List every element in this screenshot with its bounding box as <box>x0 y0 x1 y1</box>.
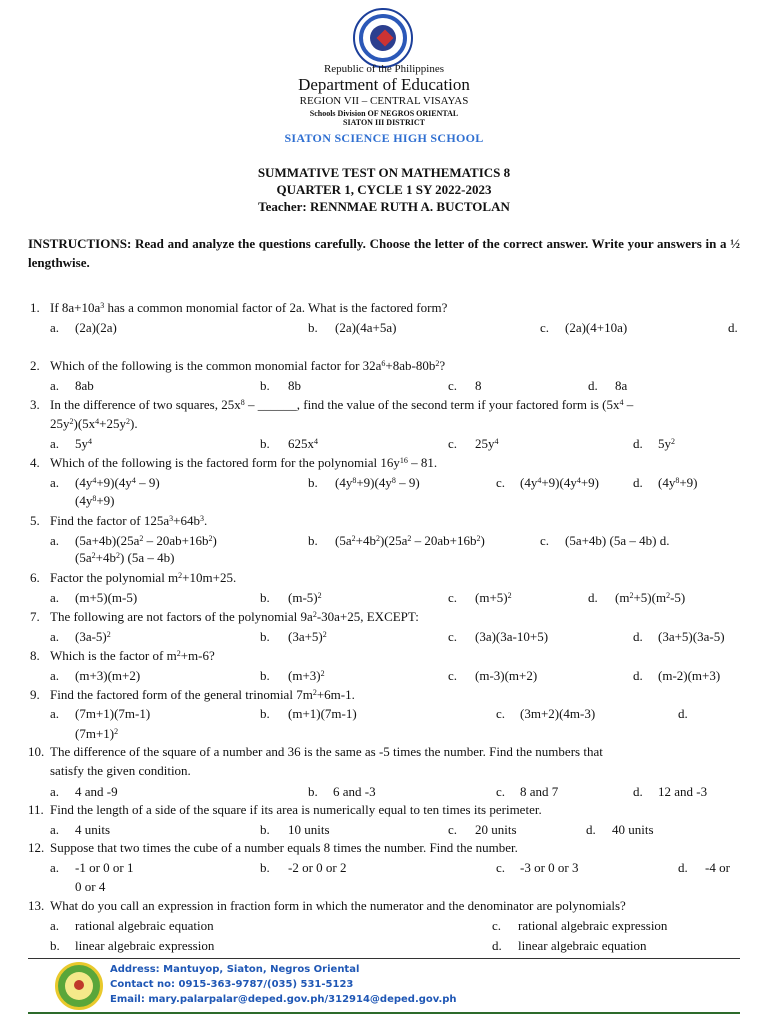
question-number: 1. <box>30 300 40 315</box>
choice-text: $(3a+5)^2$ <box>288 629 327 644</box>
question-number: 4. <box>30 455 40 470</box>
choice-text: 8 <box>475 378 482 393</box>
choice-text: $(5a^2+4b^2)(25a^2 - 20ab+16b^2)$ <box>335 533 485 548</box>
choice-text: $625x^4$ <box>288 436 318 451</box>
question-text-continued: $25y^2)(5x^4+25y^2)$. <box>50 416 138 431</box>
choice-text-wrapped: $(5a^2+4b^2)$ (5a – 4b) <box>75 550 175 565</box>
choice-text: rational algebraic expression <box>518 918 668 933</box>
question-number: 11. <box>28 802 44 817</box>
question-text: In the difference of two squares, $25x^8$ – ______, find the value of the second term if your factored form is ($5x^4$ – <box>50 397 634 412</box>
choice-text: -2 or 0 or 2 <box>288 860 347 875</box>
question-text: Find the length of a side of the square if its area is numerically equal to ten times its perimeter. <box>50 802 542 817</box>
test-quarter: QUARTER 1, CYCLE 1 SY 2022-2023 <box>276 182 492 197</box>
choice-text: $(m+5)^2$ <box>475 590 512 605</box>
choice-letter: a. <box>50 533 60 548</box>
choice-text: $(4y^4+9)(4y^4+9)$ <box>520 475 600 490</box>
choice-text: $(5a+4b)(25a^2 - 20ab+16b^2)$ <box>75 533 217 548</box>
header-division: Schools Division OF NEGROS ORIENTAL <box>309 109 459 118</box>
choice-text: $(4y^8+9)$ <box>658 475 698 490</box>
choice-text: $(m-5)^2$ <box>288 590 322 605</box>
footer-email: Email: mary.palarpalar@deped.gov.ph/312914@deped.gov.ph <box>110 994 457 1005</box>
choice-text: 12 and -3 <box>658 784 708 799</box>
choice-letter: d. <box>678 706 688 721</box>
test-teacher: Teacher: RENNMAE RUTH A. BUCTOLAN <box>258 199 510 214</box>
choice-letter: a. <box>50 822 60 837</box>
choice-letter: b. <box>260 436 270 451</box>
choice-letter: c. <box>496 860 506 875</box>
choice-letter: b. <box>308 320 318 335</box>
question-text: The difference of the square of a number and 36 is the same as -5 times the number. Find the numbers that <box>50 744 603 759</box>
choice-letter: c. <box>540 533 550 548</box>
choice-letter: b. <box>260 822 270 837</box>
choice-text: -1 or 0 or 1 <box>75 860 134 875</box>
choice-letter: c. <box>496 784 506 799</box>
choice-text: 20 units <box>475 822 517 837</box>
choice-text: (2a)(4+10a) <box>565 320 628 335</box>
choice-letter: c. <box>448 629 458 644</box>
choice-text: (2a)(2a) <box>75 320 117 335</box>
choice-letter: d. <box>633 436 643 451</box>
choice-text: $(4y^8+9)(4y^8 - 9)$ <box>335 475 420 490</box>
choice-letter: c. <box>540 320 550 335</box>
choice-letter: b. <box>260 378 270 393</box>
choice-text: 8ab <box>75 378 94 393</box>
choice-letter: c. <box>448 822 458 837</box>
test-title: SUMMATIVE TEST ON MATHEMATICS 8 <box>257 165 511 180</box>
question-text: The following are not factors of the polynomial $9a^2-30a+25$, EXCEPT: <box>50 609 419 624</box>
choice-letter: a. <box>50 320 60 335</box>
choice-letter: b. <box>308 784 318 799</box>
choice-text: 4 and -9 <box>75 784 118 799</box>
choice-letter: a. <box>50 629 60 644</box>
choice-text: linear algebraic expression <box>75 938 215 953</box>
footer-divider <box>28 958 740 959</box>
question-text: If $8a+10a^3$ has a common monomial factor of 2a. What is the factored form? <box>50 300 448 315</box>
choice-letter: d. <box>586 822 596 837</box>
header-department: Department of Education <box>298 75 470 94</box>
choice-text: 6 and -3 <box>333 784 376 799</box>
choice-text: (3a)(3a-10+5) <box>475 629 549 644</box>
choice-letter: a. <box>50 475 60 490</box>
choice-text-wrapped: $(4y^8+9)$ <box>75 493 115 508</box>
choice-text: 8a <box>615 378 628 393</box>
choice-letter: d. <box>588 590 598 605</box>
choice-text: (7m+1)(7m-1) <box>75 706 151 721</box>
choice-text: 10 units <box>288 822 330 837</box>
choice-letter: b. <box>260 590 270 605</box>
choice-letter: d. <box>633 668 643 683</box>
choice-letter: c. <box>492 918 502 933</box>
choice-letter: a. <box>50 590 60 605</box>
footer-address: Address: Mantuyop, Siaton, Negros Oriental <box>110 964 360 975</box>
footer-contact: Contact no: 0915-363-9787/(035) 531-5123 <box>110 979 354 990</box>
choice-text: $(4y^4+9)(4y^4 - 9)$ <box>75 475 160 490</box>
choice-letter: d. <box>492 938 502 953</box>
question-text: Which of the following is the factored form for the polynomial $16y^{16} - 81$. <box>50 455 438 470</box>
question-number: 10. <box>28 744 45 759</box>
choice-letter: d. <box>633 629 643 644</box>
choice-letter: c. <box>496 706 506 721</box>
choice-text-wrapped: $(7m+1)^2$ <box>75 726 119 741</box>
choice-letter: a. <box>50 706 60 721</box>
choice-text: $5y^2$ <box>658 436 675 451</box>
choice-text: 8b <box>288 378 301 393</box>
choice-text: (m+5)(m-5) <box>75 590 138 605</box>
choice-letter: a. <box>50 860 60 875</box>
choice-letter: b. <box>260 629 270 644</box>
choice-text: -4 or <box>705 860 730 875</box>
choice-letter: d. <box>588 378 598 393</box>
choice-text: (2a)(4a+5a) <box>335 320 397 335</box>
choice-text-wrapped: 0 or 4 <box>75 879 106 894</box>
question-number: 7. <box>30 609 40 624</box>
instructions: INSTRUCTIONS: Read and analyze the questions carefully. Choose the letter of the correct answer. Write your answers in a ½ lengthwise. <box>28 236 740 270</box>
choice-letter: b. <box>260 860 270 875</box>
choice-letter: a. <box>50 784 60 799</box>
choice-text: (m+1)(7m-1) <box>288 706 357 721</box>
choice-letter: b. <box>260 668 270 683</box>
question-number: 12. <box>28 840 45 855</box>
choice-text: (m-2)(m+3) <box>658 668 721 683</box>
choice-letter: d. <box>633 784 643 799</box>
choice-letter: a. <box>50 918 60 933</box>
choice-letter: c. <box>448 436 458 451</box>
header-district: SIATON III DISTRICT <box>343 118 425 127</box>
choice-text: (3a+5)(3a-5) <box>658 629 725 644</box>
footer-bottom-rule <box>28 1012 740 1014</box>
choice-letter: d. <box>728 320 738 335</box>
question-text: Find the factored form of the general trinomial $7m^2+6m-1$. <box>50 687 355 702</box>
header-republic: Republic of the Philippines <box>323 63 445 75</box>
choice-letter: d. <box>678 860 688 875</box>
choice-letter: b. <box>260 706 270 721</box>
choice-text: $25y^4$ <box>475 436 499 451</box>
choice-letter: a. <box>50 378 60 393</box>
choice-text: $(m^2+5)(m^2-5)$ <box>615 590 686 605</box>
question-number: 13. <box>28 898 45 913</box>
question-text: Which of the following is the common monomial factor for $32a^6+8ab-80b^2$? <box>50 358 446 373</box>
question-text: Suppose that two times the cube of a number equals 8 times the number. Find the number. <box>50 840 518 855</box>
header-school: SIATON SCIENCE HIGH SCHOOL <box>284 131 484 145</box>
question-text-continued: satisfy the given condition. <box>50 763 191 778</box>
question-text: Find the factor of $125a^3+64b^3$. <box>50 513 208 528</box>
question-text: Factor the polynomial $m^2+10m+25$. <box>50 570 237 585</box>
choice-text: $(m+3)^2$ <box>288 668 325 683</box>
choice-text: linear algebraic equation <box>518 938 647 953</box>
choice-text: (m+3)(m+2) <box>75 668 141 683</box>
question-number: 6. <box>30 570 40 585</box>
choice-letter: c. <box>448 378 458 393</box>
choice-text: 40 units <box>612 822 654 837</box>
choice-letter: b. <box>308 533 318 548</box>
question-text: Which is the factor of $m^2+m-6$? <box>50 648 215 663</box>
choice-text: (5a+4b) (5a – 4b) d. <box>565 533 670 548</box>
question-number: 8. <box>30 648 40 663</box>
choice-letter: a. <box>50 436 60 451</box>
choice-text: $(3a-5)^2$ <box>75 629 111 644</box>
choice-text: (3m+2)(4m-3) <box>520 706 596 721</box>
question-number: 2. <box>30 358 40 373</box>
question-number: 3. <box>30 397 40 412</box>
choice-letter: c. <box>448 590 458 605</box>
choice-letter: c. <box>448 668 458 683</box>
question-number: 5. <box>30 513 40 528</box>
choice-text: $5y^4$ <box>75 436 92 451</box>
choice-letter: a. <box>50 668 60 683</box>
question-text: What do you call an expression in fraction form in which the numerator and the denominator are polynomials? <box>50 898 626 913</box>
choice-text: 8 and 7 <box>520 784 559 799</box>
question-number: 9. <box>30 687 40 702</box>
choice-letter: c. <box>496 475 506 490</box>
choice-text: 4 units <box>75 822 111 837</box>
header-region: REGION VII – CENTRAL VISAYAS <box>299 95 469 107</box>
choice-text: -3 or 0 or 3 <box>520 860 579 875</box>
deped-seal-icon <box>353 8 413 68</box>
choice-letter: d. <box>633 475 643 490</box>
choice-letter: b. <box>50 938 60 953</box>
choice-text: rational algebraic equation <box>75 918 214 933</box>
choice-letter: b. <box>308 475 318 490</box>
choice-text: (m-3)(m+2) <box>475 668 538 683</box>
school-logo-icon <box>55 962 103 1010</box>
